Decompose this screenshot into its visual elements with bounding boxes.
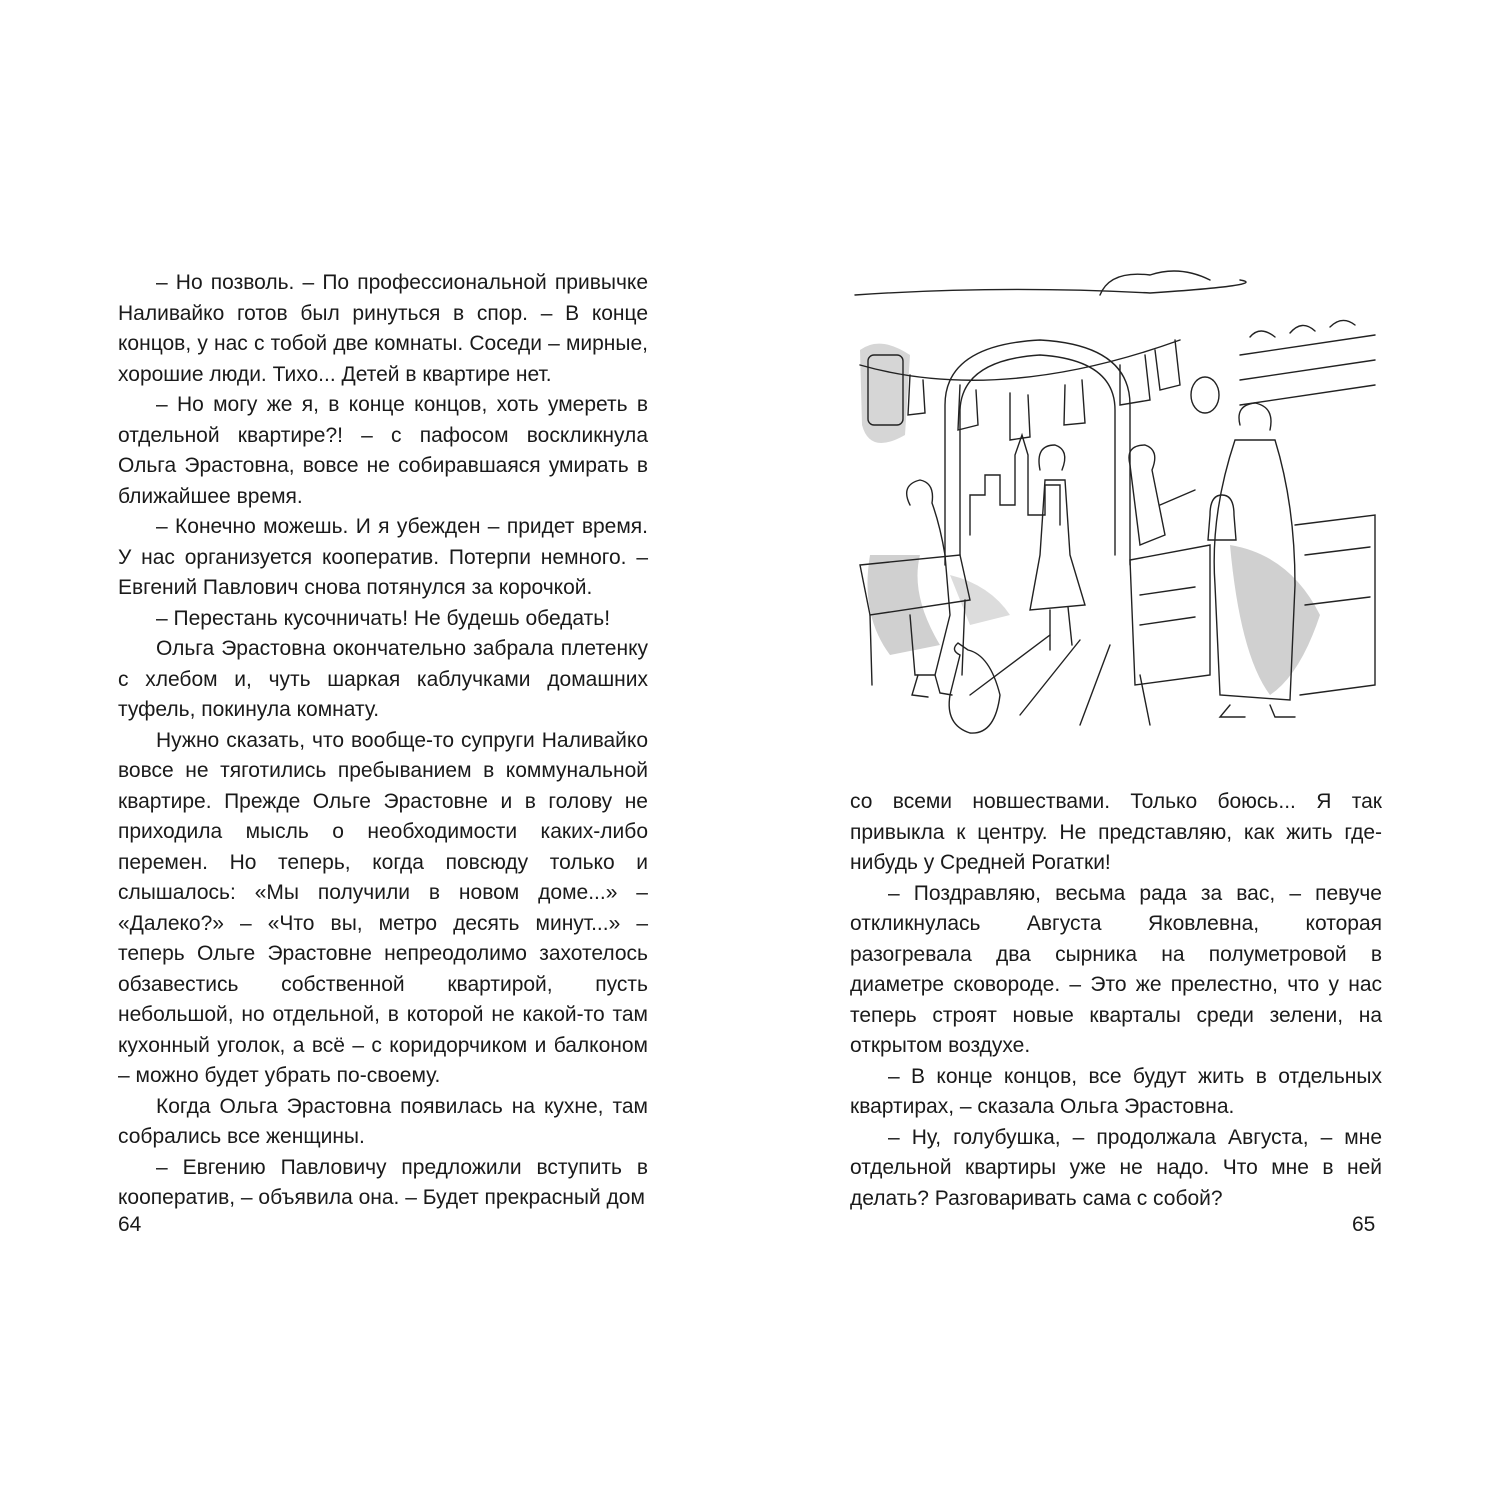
paragraph: – Поздравляю, весьма рада за вас, – певуче откликнулась Августа Яковлевна, которая разогревала два сырника на полуметровой в диаметре сковороде. – Это же прелестно, что у нас теперь строят новые кварталы среди зелени, на открытом воздухе. bbox=[850, 881, 1382, 1057]
paragraph: – Конечно можешь. И я убежден – придет время. У нас организуется кооператив. Потерпи немного. – Евгений Павлович снова потянулся за корочкой. bbox=[118, 515, 648, 599]
paragraph: Когда Ольга Эрастовна появилась на кухне, там собрались все женщины. bbox=[118, 1094, 648, 1148]
kitchen-scene-illustration bbox=[850, 255, 1380, 760]
paragraph: Ольга Эрастовна окончательно забрала плетенку с хлебом и, чуть шаркая каблучками домашних туфель, покинула комнату. bbox=[118, 637, 648, 721]
paragraph: – Евгению Павловичу предложили вступить в кооператив, – объявила она. – Будет прекрасный дом bbox=[118, 1155, 648, 1209]
paragraph: со всеми новшествами. Только боюсь... Я так привыкла к центру. Не представляю, как жить где-нибудь у Средней Рогатки! bbox=[850, 790, 1382, 874]
page-number-right: 65 bbox=[1352, 1213, 1376, 1236]
paragraph: – Ну, голубушка, – продолжала Августа, – мне отдельной квартиры уже не надо. Что мне в ней делать? Разговаривать сама с собой? bbox=[850, 1125, 1382, 1210]
paragraph: – Но могу же я, в конце концов, хоть умереть в отдельной квартире?! – с пафосом воскликнула Ольга Эрастовна, вовсе не собиравшаяся умирать в ближайшее время. bbox=[118, 393, 648, 508]
page-number-left: 64 bbox=[118, 1213, 142, 1236]
paragraph: – В конце концов, все будут жить в отдельных квартирах, – сказала Ольга Эрастовна. bbox=[850, 1064, 1382, 1118]
right-page-text bbox=[850, 787, 1382, 1214]
paragraph: – Но позволь. – По профессиональной привычке Наливайко готов был ринуться в спор. – В конце концов, у нас с тобой две комнаты. Соседи – мирные, хорошие люди. Тихо... Детей в квартире нет. bbox=[118, 271, 648, 386]
paragraph: – Перестань кусочничать! Не будешь обедать! bbox=[156, 606, 611, 630]
paragraph: Нужно сказать, что вообще-то супруги Наливайко вовсе не тяготились пребыванием в коммунальной квартире. Прежде Ольге Эрастовне и в голову не приходила мысль о необходимости каких-либо перемен. Но теперь, когда повсюду только и слышалось: «Мы получили в новом доме...» – «Далеко?» – «Что вы, метро десять минут...» – теперь Ольге Эрастовне непреодолимо захотелось обзавестись собственной квартирой, пусть небольшой, но отдельной, в которой не какой-то там кухонный уголок, а всё – с коридорчиком и балконом – можно будет убрать по-своему. bbox=[118, 728, 648, 1087]
left-page-text bbox=[118, 268, 648, 1214]
